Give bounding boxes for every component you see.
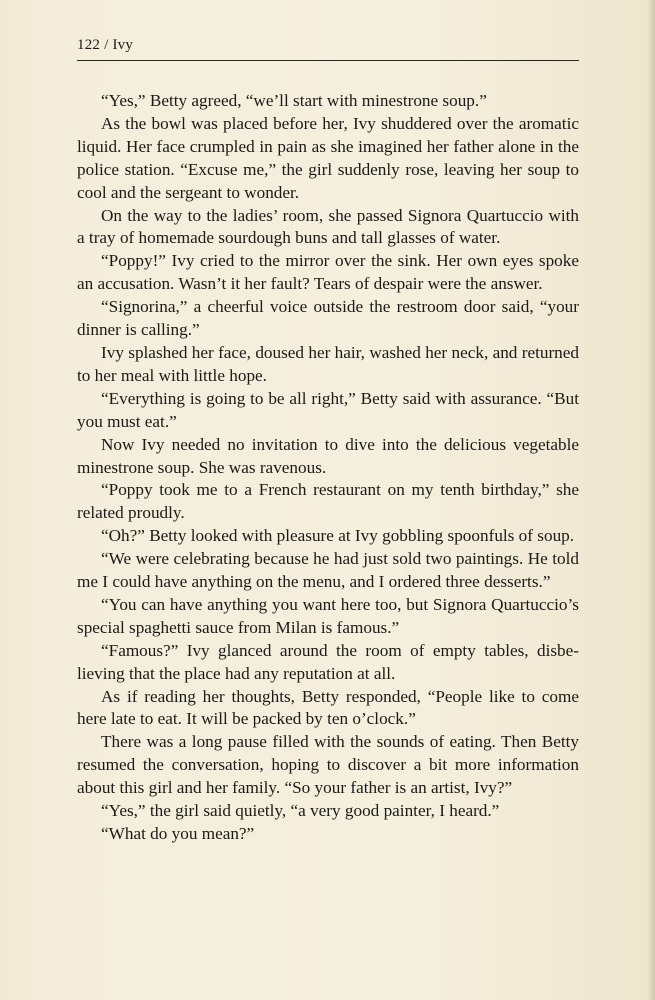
paragraph: “Oh?” Betty looked with pleasure at Ivy gobbling spoonfuls of soup. xyxy=(101,526,575,546)
running-head xyxy=(77,35,579,61)
paragraph: Ivy splashed her face, doused her hair, washed her neck, and returned to her meal with little hope. xyxy=(77,342,579,385)
paragraph: “Everything is going to be all right,” Betty said with assurance. “But you must eat.” xyxy=(77,388,579,431)
page-edge-shadow xyxy=(647,0,655,1000)
paragraph: “Signorina,” a cheerful voice outside the restroom door said, “your dinner is calling.” xyxy=(77,297,579,340)
header-rule xyxy=(77,60,579,61)
paragraph: “What do you mean?” xyxy=(101,824,255,843)
book-title: Ivy xyxy=(112,37,134,53)
paragraph: “We were celebrating because he had just sold two paintings. He told me I could have anything on the menu, and I ordered three desserts.” xyxy=(77,549,579,592)
paragraph: “Yes,” Betty agreed, “we’ll start with minestrone soup.” xyxy=(101,91,487,110)
body-text xyxy=(77,90,579,846)
paragraph: On the way to the ladies’ room, she passed Signora Quartuccio with a tray of homemade sourdough buns and tall glasses of water. xyxy=(77,205,579,248)
paragraph: “Poppy!” Ivy cried to the mirror over the sink. Her own eyes spoke an accusation. Wasn’t it her fault? Tears of despair were the answer. xyxy=(77,251,579,294)
paragraph: “Poppy took me to a French restaurant on my tenth birthday,” she related proudly. xyxy=(77,480,579,523)
paragraph: As if reading her thoughts, Betty responded, “People like to come here late to eat. It will be packed by ten o’clock.” xyxy=(77,686,579,729)
header-separator: / xyxy=(104,37,109,53)
page-number: 122 xyxy=(77,37,101,53)
paragraph: As the bowl was placed before her, Ivy shuddered over the aromatic liquid. Her face crumpled in pain as she imagined her father alone in the police station. “Excuse me,” the girl suddenly rose, leaving her soup to cool and the sergeant to wonder. xyxy=(77,113,579,202)
paragraph: There was a long pause filled with the sounds of eating. Then Betty resumed the conversation, hoping to discover a bit more information about this girl and her family. “So your father is an artist, Ivy?” xyxy=(77,732,579,798)
paragraph: “Famous?” Ivy glanced around the room of empty tables, disbelieving that the place had any reputation at all. xyxy=(77,640,579,683)
paragraph: “Yes,” the girl said quietly, “a very good painter, I heard.” xyxy=(101,801,500,821)
paragraph: “You can have anything you want here too, but Signora Quartuccio’s special spaghetti sauce from Milan is famous.” xyxy=(77,594,579,637)
paragraph: Now Ivy needed no invitation to dive into the delicious vegetable minestrone soup. She was ravenous. xyxy=(77,434,579,477)
